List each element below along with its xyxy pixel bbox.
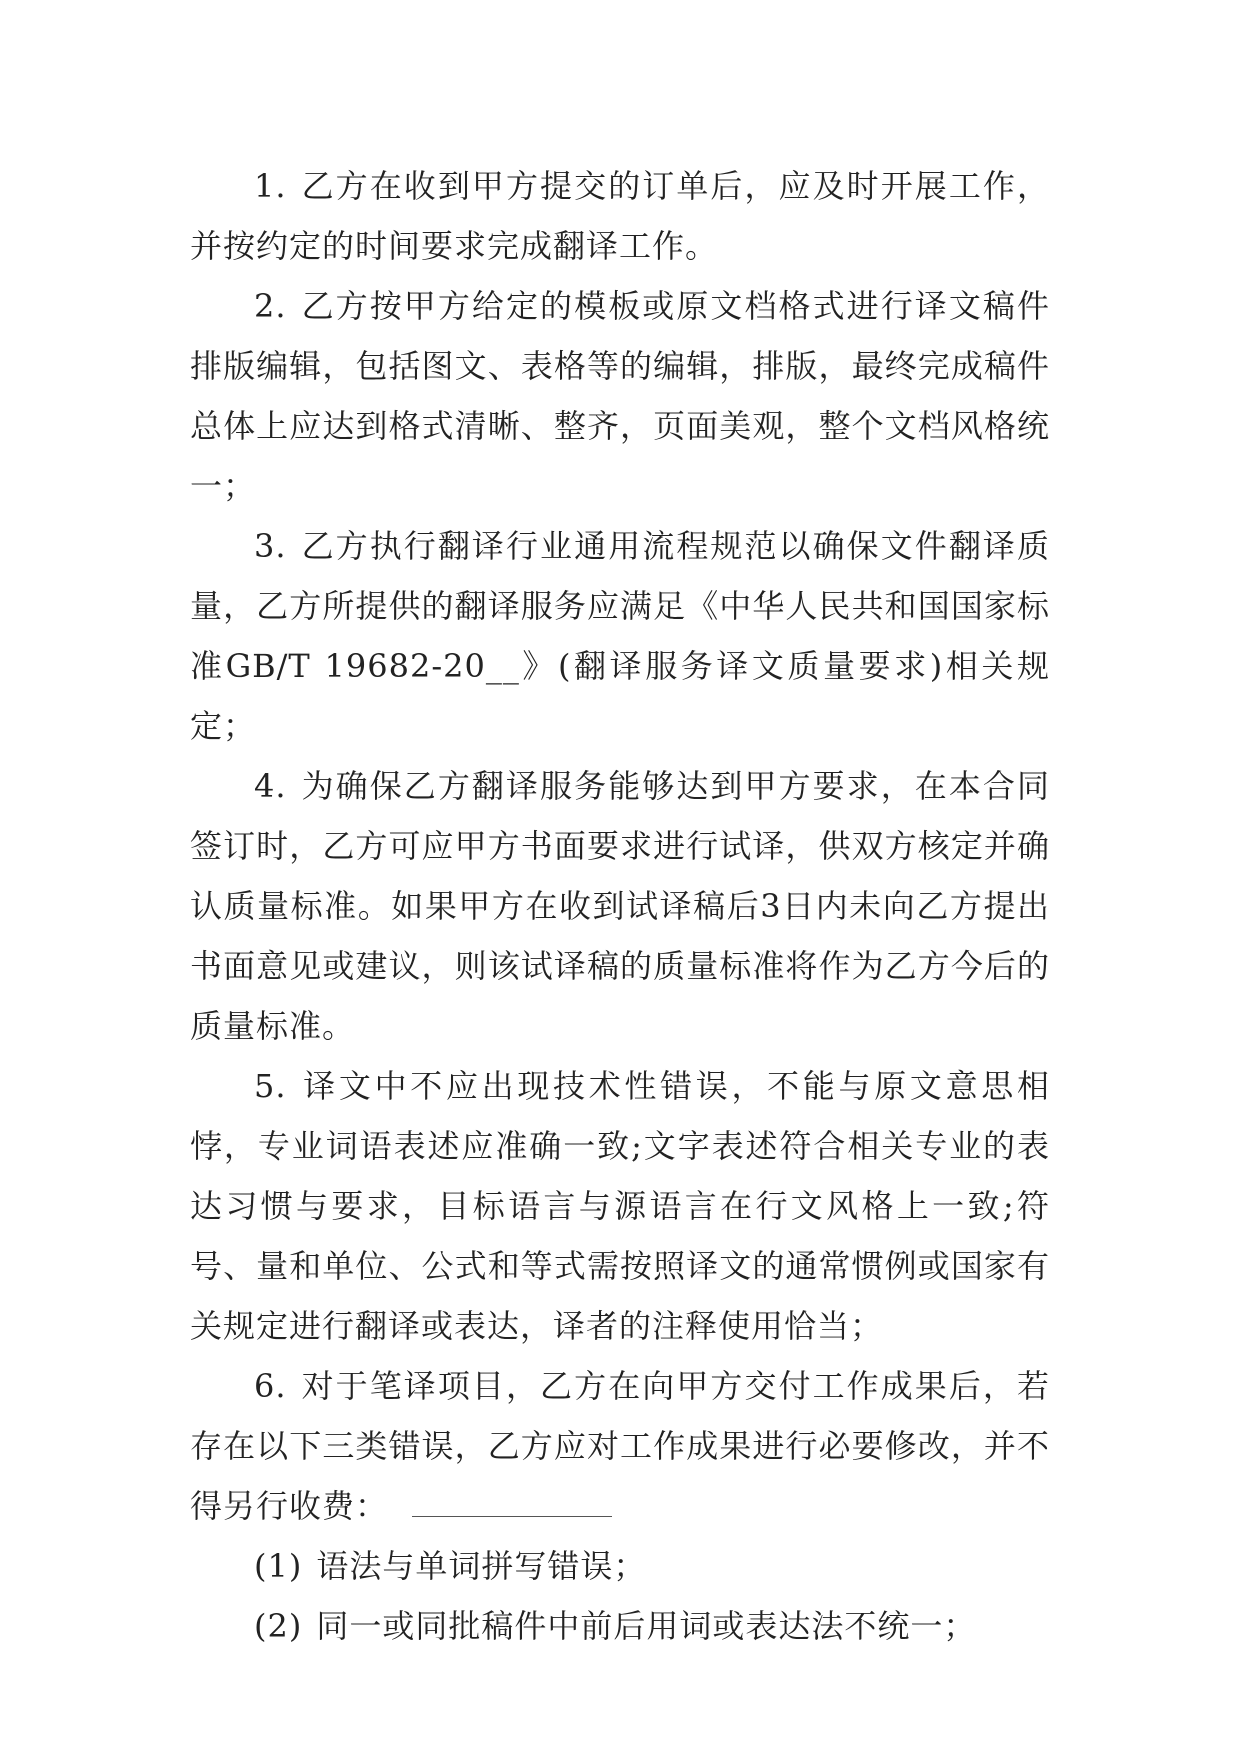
clause-text: 对于笔译项目，乙方在向甲方交付工作成果后，若存在以下三类错误，乙方应对工作成果进行必要修改，并不得另行收费： [190, 1367, 1050, 1525]
clause-text: 译文中不应出现技术性错误，不能与原文意思相悖，专业词语表述应准确一致;文字表述符合相关专业的表达习惯与要求，目标语言与源语言在行文风格上一致;符号、量和单位、公式和等式需按照译文的通常惯例或国家有关规定进行翻译或表达，译者的注释使用恰当； [190, 1067, 1050, 1345]
clause-text: 乙方执行翻译行业通用流程规范以确保文件翻译质量，乙方所提供的翻译服务应满足《中华人民共和国国家标准GB/T 19682-20__》(翻译服务译文质量要求)相关规定； [190, 527, 1050, 745]
clause-5 [190, 1056, 1050, 1356]
sub-item-text: 语法与单词拼写错误； [316, 1547, 647, 1585]
sub-item-number: (2) [254, 1607, 303, 1645]
clause-number: 3. [254, 527, 287, 565]
clause-3 [190, 516, 1050, 756]
sub-item-text: 同一或同批稿件中前后用词或表达法不统一； [316, 1607, 977, 1645]
clause-1 [190, 156, 1050, 276]
error-type-2 [190, 1596, 1050, 1656]
clause-text: 乙方在收到甲方提交的订单后，应及时开展工作，并按约定的时间要求完成翻译工作。 [190, 167, 1050, 265]
clause-number: 2. [254, 287, 287, 325]
clause-text: 乙方按甲方给定的模板或原文档格式进行译文稿件排版编辑，包括图文、表格等的编辑，排版，最终完成稿件总体上应达到格式清晰、整齐，页面美观，整个文档风格统一； [190, 287, 1050, 505]
clause-text: 为确保乙方翻译服务能够达到甲方要求，在本合同签订时，乙方可应甲方书面要求进行试译，供双方核定并确认质量标准。如果甲方在收到试译稿后3日内未向乙方提出书面意见或建议，则该试译稿的质量标准将作为乙方今后的质量标准。 [190, 767, 1050, 1045]
sub-item-number: (1) [254, 1547, 303, 1585]
clause-6 [190, 1356, 1050, 1536]
clause-number: 5. [254, 1067, 287, 1105]
clause-number: 4. [254, 767, 287, 805]
clause-4 [190, 756, 1050, 1056]
clause-number: 6. [254, 1367, 287, 1405]
clause-2 [190, 276, 1050, 516]
fill-in-blank [412, 1486, 612, 1517]
clause-number: 1. [254, 167, 287, 205]
error-type-1 [190, 1536, 1050, 1596]
document-body [190, 156, 1050, 1656]
